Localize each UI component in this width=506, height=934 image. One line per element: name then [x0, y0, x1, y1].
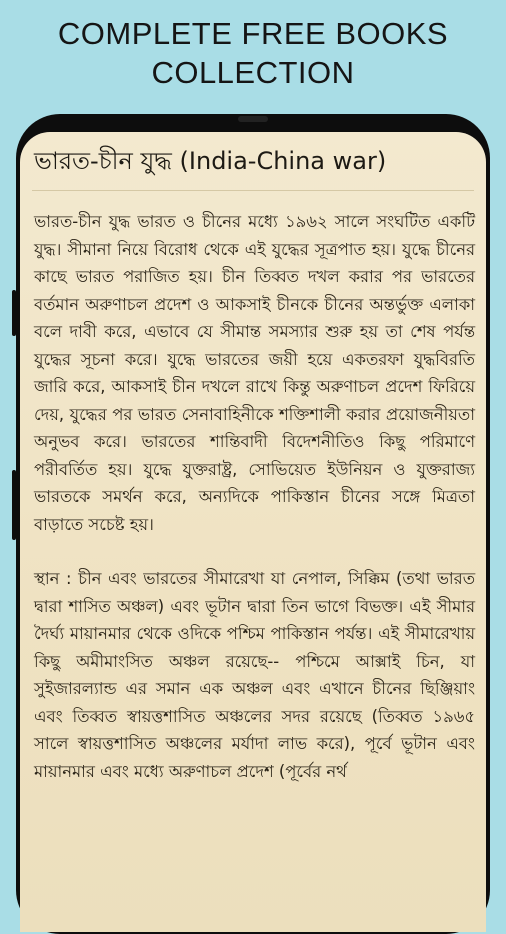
article-body[interactable]: [34, 208, 475, 812]
phone-volume-button: [12, 290, 16, 336]
article-paragraph: ভারত-চীন যুদ্ধ ভারত ও চীনের মধ্যে ১৯৬২ সালে সংঘটিত একটি যুদ্ধ। সীমানা নিয়ে বিরোধ থেকে এই যুদ্ধের সূত্রপাত হয়। যুদ্ধে চীনের কাছে ভারত পরাজিত হয়। চীন তিব্বত দখল করার পর ভারতের বর্তমান অরুণাচল প্রদেশ ও আকসাই চীনকে চীনের অন্তর্ভুক্ত এলাকা বলে দাবী করে, এভাবে যে সীমান্ত সমস্যার শুরু হয় তা শেষ পর্যন্ত যুদ্ধের সূচনা করে। যুদ্ধে ভারতের জয়ী হয়ে একতরফা যুদ্ধবিরতি জারি করে, আকসাই চীন দখলে রাখে কিন্তু অরুণাচল প্রদেশ ফিরিয়ে দেয়, যুদ্ধের পর ভারত সেনাবাহিনীকে শক্তিশালী করার প্রয়োজনীয়তা অনুভব করে। ভারতের শান্তিবাদী বিদেশনীতিও কিছু পরিমাণে পরীবর্তিত হয়। যুদ্ধে যুক্তরাষ্ট্র, সোভিয়েত ইউনিয়ন ও যুক্তরাজ্য ভারতকে সমর্থন করে, অন্যদিকে পাকিস্তান চীনের সঙ্গে মিত্রতা বাড়াতে সচেষ্ট হয়।: [34, 212, 475, 534]
title-divider: [32, 190, 474, 191]
article-paragraph: স্থান : চীন এবং ভারতের সীমারেখা যা নেপাল, সিক্কিম (তথা ভারত দ্বারা শাসিত অঞ্চল) এবং ভূটান দ্বারা তিন ভাগে বিভক্ত। এই সীমার দৈর্ঘ্য মায়ানমার থেকে ওদিকে পশ্চিম পাকিস্তান পর্যন্ত। এই সীমারেখায় কিছু অমীমাংসিত অঞ্চল রয়েছে-- পশ্চিমে আক্সাই চিন, যা সুইজারল্যান্ড এর সমান এক অঞ্চল এবং এখানে চীনের ছিঞ্জিয়াং এবং তিব্বত স্বায়ত্তশাসিত অঞ্চলের সদর রয়েছে (তিব্বত ১৯৬৫ সালে স্বায়ত্তশাসিত অঞ্চলের মর্যাদা লাভ করে), পূর্বে ভূটান এবং মায়ানমার এবং মধ্যে অরুণাচল প্রদেশ (পূর্বের নর্থ: [34, 569, 475, 781]
phone-power-button: [12, 470, 16, 540]
promo-title-line1: COMPLETE FREE BOOKS: [57, 16, 449, 51]
article-title: ভারত-চীন যুদ্ধ (India-China war): [34, 147, 387, 175]
promo-title: [0, 14, 506, 92]
promo-title-line2: COLLECTION: [151, 55, 355, 90]
reader-screen[interactable]: [20, 132, 486, 932]
camera-notch: [238, 116, 268, 122]
